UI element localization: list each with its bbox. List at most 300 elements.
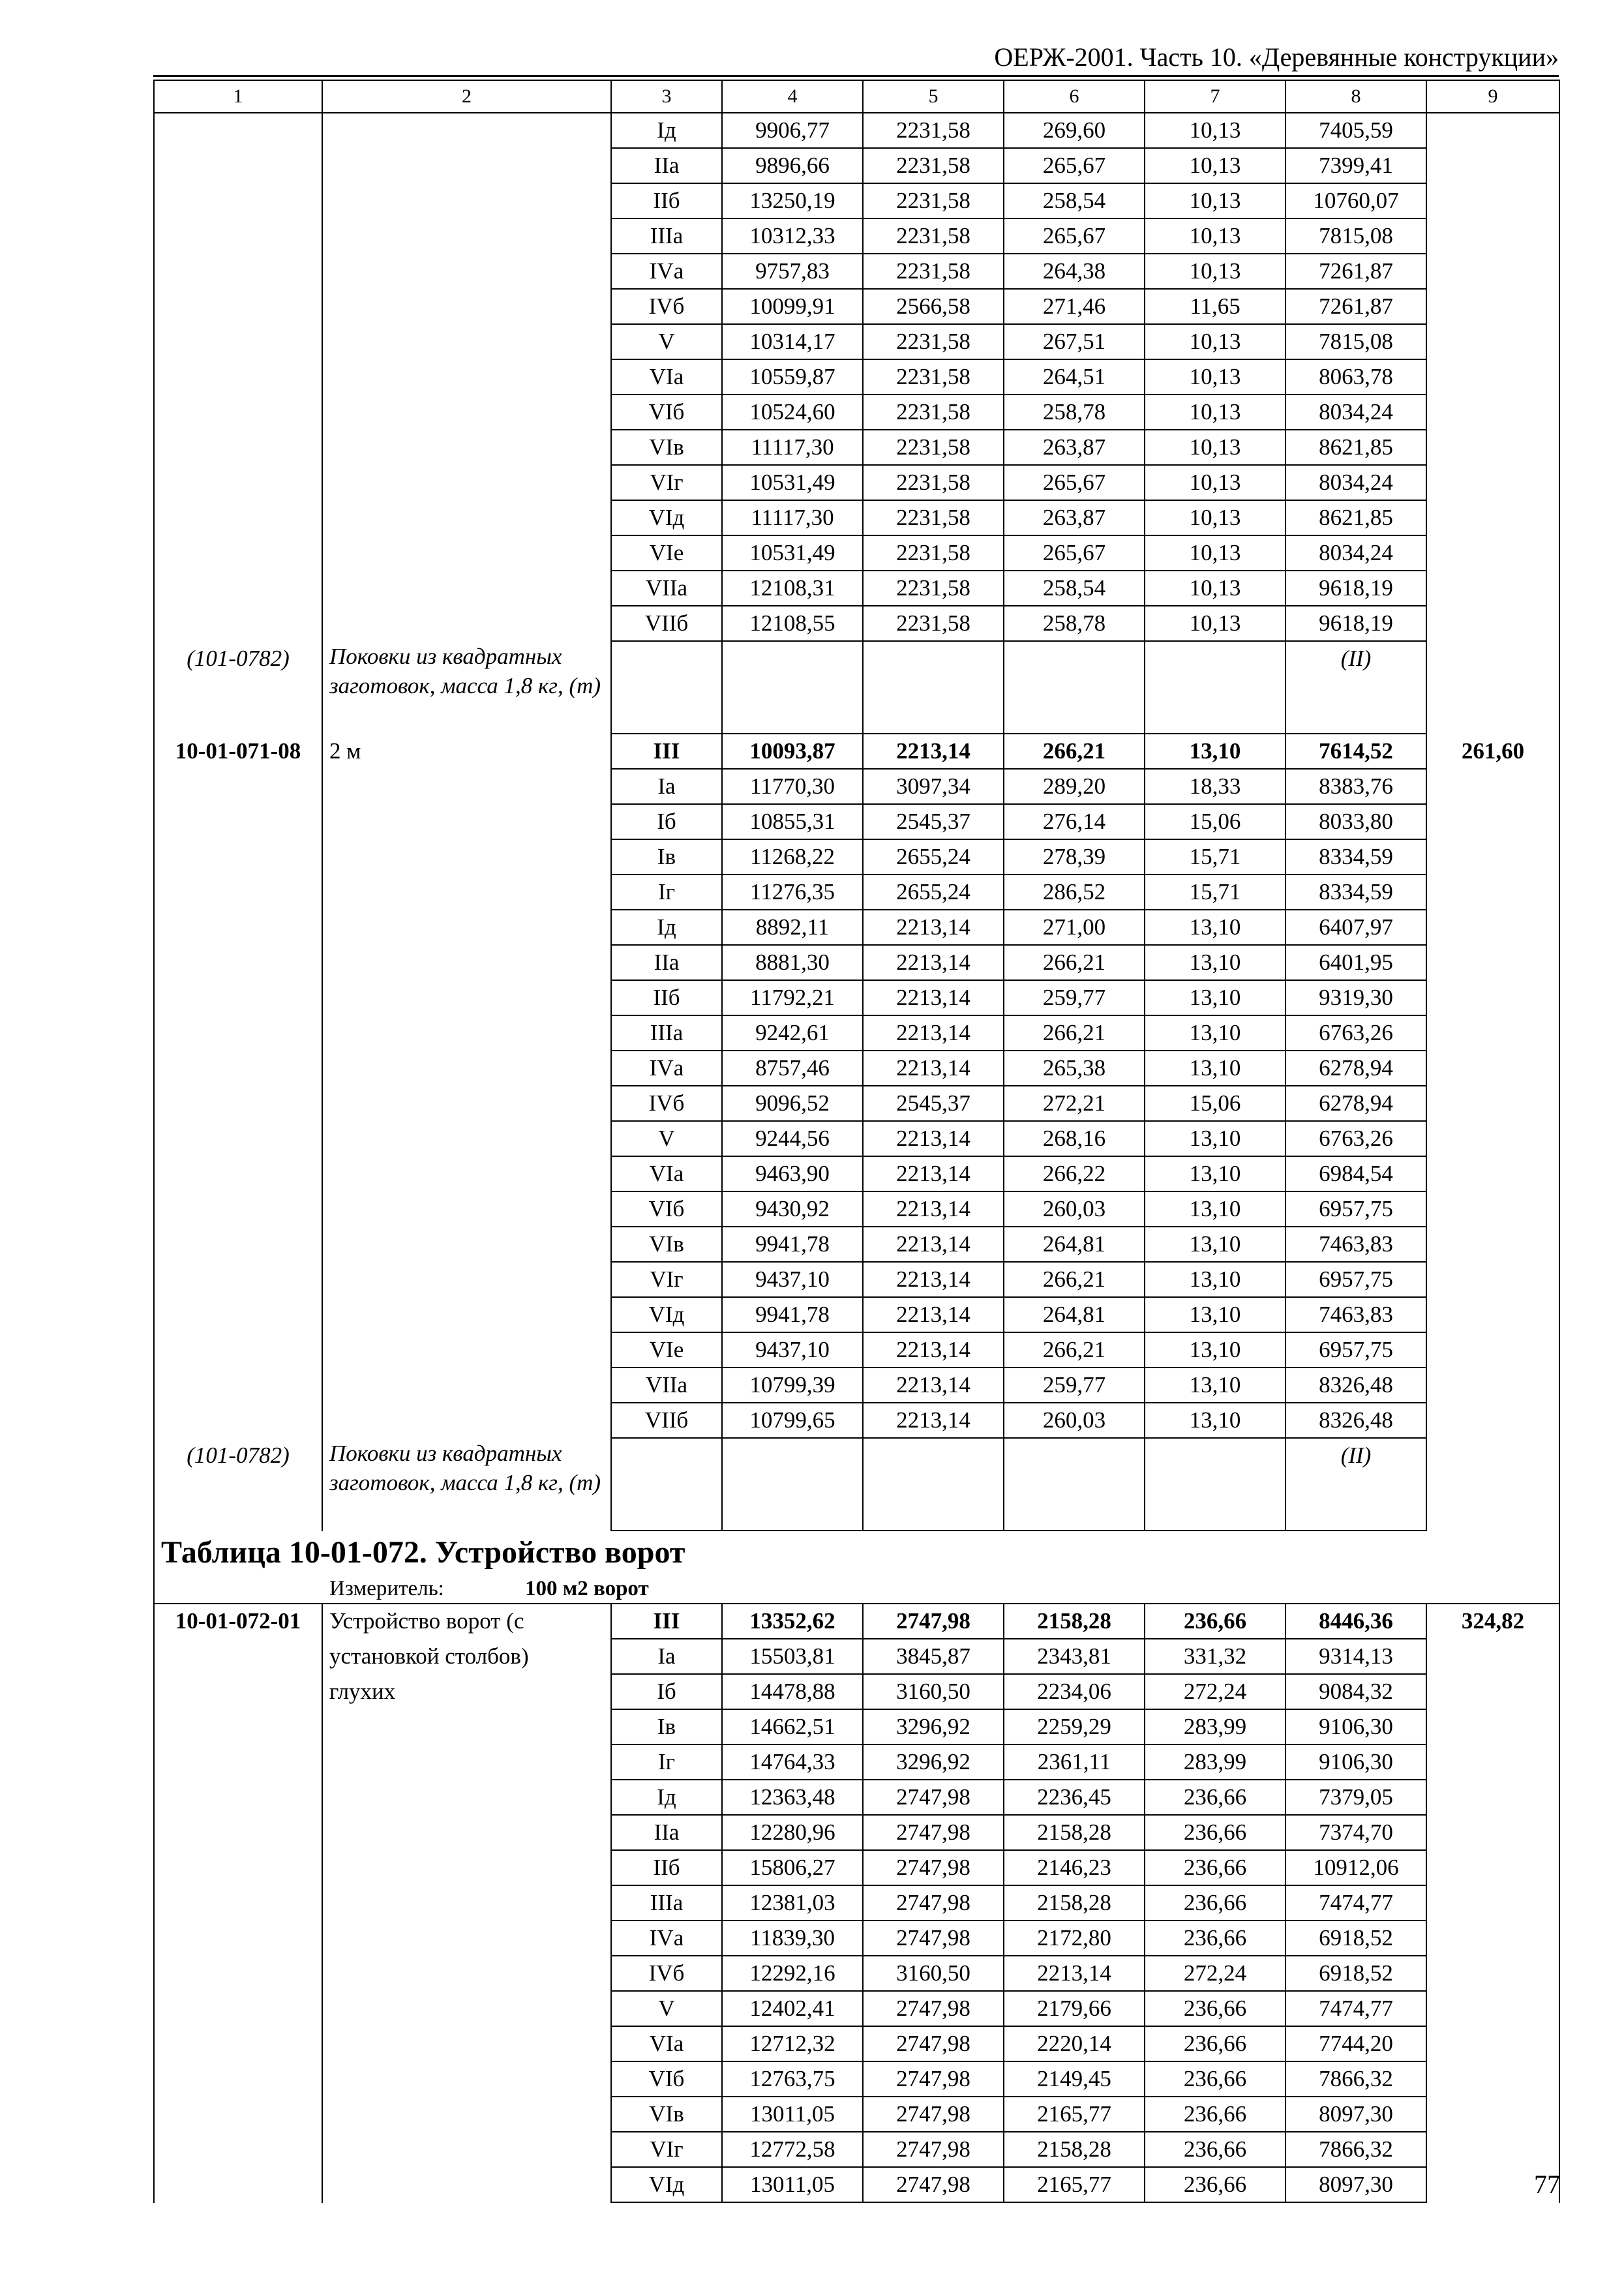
- labor-cost-cell: [1426, 875, 1559, 910]
- labor-cost-cell: [1426, 324, 1559, 359]
- machines-cell: 267,51: [1004, 324, 1145, 359]
- table-row: [154, 1639, 1559, 1674]
- total-cost-cell: 12381,03: [722, 1885, 863, 1921]
- labor-cost-cell: [1426, 1368, 1559, 1403]
- code-cell: [154, 769, 322, 804]
- wages-cell: 2213,14: [863, 1051, 1004, 1086]
- materials-cell: 6918,52: [1286, 1921, 1426, 1956]
- table-row: [154, 769, 1559, 804]
- materials-cell: 7744,20: [1286, 2026, 1426, 2061]
- wages-cell: 2231,58: [863, 218, 1004, 254]
- zone-cell: IVа: [611, 1921, 722, 1956]
- unit-value: 100 м2 ворот: [525, 1577, 649, 1600]
- code-cell: [154, 1121, 322, 1156]
- code-cell: 10-01-071-08: [154, 734, 322, 769]
- machines-cell: 265,67: [1004, 148, 1145, 183]
- materials-cell: 6278,94: [1286, 1051, 1426, 1086]
- name-cell: [322, 1191, 611, 1227]
- wages-cell: 2213,14: [863, 1015, 1004, 1051]
- wages-cell: 3845,87: [863, 1639, 1004, 1674]
- machines-cell: 2165,77: [1004, 2097, 1145, 2132]
- zone-cell: IIа: [611, 1815, 722, 1850]
- code-cell: [154, 1639, 322, 1674]
- machines-cell: 2220,14: [1004, 2026, 1145, 2061]
- name-cell: [322, 1227, 611, 1262]
- driver-wages-cell: 236,66: [1145, 1604, 1286, 1639]
- table-row: [154, 289, 1559, 324]
- resource-note-row: [154, 641, 1559, 734]
- unit-row: [154, 1574, 1559, 1604]
- total-cost-cell: 9906,77: [722, 113, 863, 148]
- machines-cell: 2158,28: [1004, 2132, 1145, 2167]
- code-cell: [154, 254, 322, 289]
- driver-wages-cell: 13,10: [1145, 1227, 1286, 1262]
- name-cell: [322, 606, 611, 641]
- machines-cell: 2213,14: [1004, 1956, 1145, 1991]
- machines-cell: 259,77: [1004, 980, 1145, 1015]
- zone-cell: VIд: [611, 1297, 722, 1332]
- total-cost-cell: 15503,81: [722, 1639, 863, 1674]
- total-cost-cell: 8892,11: [722, 910, 863, 945]
- code-cell: [154, 2132, 322, 2167]
- table-row: [154, 1262, 1559, 1297]
- table-row: [154, 910, 1559, 945]
- zone-cell: III: [611, 734, 722, 769]
- driver-wages-cell: 13,10: [1145, 1191, 1286, 1227]
- driver-wages-cell: 15,71: [1145, 839, 1286, 875]
- machines-cell: 258,78: [1004, 395, 1145, 430]
- total-cost-cell: 13011,05: [722, 2097, 863, 2132]
- unit-cell: [154, 1574, 1559, 1604]
- machines-cell: 264,81: [1004, 1297, 1145, 1332]
- column-number: 4: [722, 80, 863, 113]
- code-cell: [154, 1227, 322, 1262]
- materials-cell: 7474,77: [1286, 1885, 1426, 1921]
- materials-cell: 8446,36: [1286, 1604, 1426, 1639]
- zone-cell: Iд: [611, 113, 722, 148]
- page-number: 77: [1534, 2170, 1560, 2199]
- wages-cell: 2231,58: [863, 535, 1004, 571]
- code-cell: [154, 289, 322, 324]
- wages-cell: 2231,58: [863, 359, 1004, 395]
- total-cost-cell: 10099,91: [722, 289, 863, 324]
- zone-cell: Iг: [611, 875, 722, 910]
- labor-cost-cell: [1426, 430, 1559, 465]
- driver-wages-cell: 10,13: [1145, 359, 1286, 395]
- code-cell: [154, 910, 322, 945]
- table-row: [154, 2061, 1559, 2097]
- total-cost-cell: 10855,31: [722, 804, 863, 839]
- wages-cell: 2213,14: [863, 1368, 1004, 1403]
- labor-cost-cell: [1426, 148, 1559, 183]
- wages-cell: 2213,14: [863, 1227, 1004, 1262]
- driver-wages-cell: 18,33: [1145, 769, 1286, 804]
- table-row: [154, 2167, 1559, 2202]
- table-row: [154, 734, 1559, 769]
- total-cost-cell: 13011,05: [722, 2167, 863, 2202]
- wages-cell: 2747,98: [863, 2061, 1004, 2097]
- labor-cost-cell: [1426, 359, 1559, 395]
- empty-cell: [611, 641, 722, 734]
- machines-cell: 2361,11: [1004, 1744, 1145, 1780]
- column-number: 3: [611, 80, 722, 113]
- materials-cell: 6957,75: [1286, 1262, 1426, 1297]
- materials-cell: 7474,77: [1286, 1991, 1426, 2026]
- wages-cell: 2231,58: [863, 113, 1004, 148]
- zone-cell: IIа: [611, 148, 722, 183]
- table-row: [154, 1227, 1559, 1262]
- driver-wages-cell: 10,13: [1145, 430, 1286, 465]
- labor-cost-cell: [1426, 1639, 1559, 1674]
- labor-cost-cell: [1426, 1403, 1559, 1438]
- wages-cell: 2655,24: [863, 875, 1004, 910]
- machines-cell: 2179,66: [1004, 1991, 1145, 2026]
- name-cell: [322, 254, 611, 289]
- wages-cell: 2231,58: [863, 571, 1004, 606]
- wages-cell: 3160,50: [863, 1674, 1004, 1709]
- machines-cell: 259,77: [1004, 1368, 1145, 1403]
- labor-cost-cell: [1426, 1156, 1559, 1191]
- driver-wages-cell: 10,13: [1145, 395, 1286, 430]
- column-number: 2: [322, 80, 611, 113]
- total-cost-cell: 10524,60: [722, 395, 863, 430]
- labor-cost-cell: [1426, 1921, 1559, 1956]
- wages-cell: 2213,14: [863, 1262, 1004, 1297]
- name-cell: [322, 2061, 611, 2097]
- code-cell: [154, 606, 322, 641]
- code-cell: [154, 2167, 322, 2202]
- materials-cell: 9618,19: [1286, 571, 1426, 606]
- labor-cost-cell: [1426, 465, 1559, 500]
- name-cell: [322, 1051, 611, 1086]
- total-cost-cell: 9437,10: [722, 1332, 863, 1368]
- code-cell: [154, 1156, 322, 1191]
- labor-cost-cell: [1426, 1297, 1559, 1332]
- table-row: [154, 606, 1559, 641]
- materials-cell: 7866,32: [1286, 2061, 1426, 2097]
- machines-cell: 2236,45: [1004, 1780, 1145, 1815]
- wages-cell: 2747,98: [863, 1921, 1004, 1956]
- name-cell: [322, 1121, 611, 1156]
- name-cell: [322, 1991, 611, 2026]
- driver-wages-cell: 13,10: [1145, 1332, 1286, 1368]
- table-row: [154, 324, 1559, 359]
- table-row: [154, 465, 1559, 500]
- machines-cell: 289,20: [1004, 769, 1145, 804]
- materials-cell: 6763,26: [1286, 1015, 1426, 1051]
- materials-cell: 6918,52: [1286, 1956, 1426, 1991]
- driver-wages-cell: 272,24: [1145, 1956, 1286, 1991]
- resource-name: Поковки из квадратных заготовок, масса 1,8 кг, (т): [322, 1438, 611, 1531]
- wages-cell: 2545,37: [863, 1086, 1004, 1121]
- wages-cell: 3296,92: [863, 1709, 1004, 1744]
- labor-cost-cell: 261,60: [1426, 734, 1559, 769]
- total-cost-cell: 14764,33: [722, 1744, 863, 1780]
- name-cell: [322, 945, 611, 980]
- wages-cell: 2231,58: [863, 395, 1004, 430]
- resource-code: (101-0782): [154, 1438, 322, 1531]
- driver-wages-cell: 236,66: [1145, 1850, 1286, 1885]
- machines-cell: 260,03: [1004, 1191, 1145, 1227]
- driver-wages-cell: 331,32: [1145, 1639, 1286, 1674]
- labor-cost-cell: [1426, 395, 1559, 430]
- driver-wages-cell: 236,66: [1145, 1885, 1286, 1921]
- labor-cost-cell: [1426, 1227, 1559, 1262]
- zone-cell: Iб: [611, 1674, 722, 1709]
- total-cost-cell: 14478,88: [722, 1674, 863, 1709]
- materials-cell: 8326,48: [1286, 1368, 1426, 1403]
- materials-cell: 8034,24: [1286, 465, 1426, 500]
- total-cost-cell: 9941,78: [722, 1227, 863, 1262]
- zone-cell: Iа: [611, 1639, 722, 1674]
- machines-cell: 266,21: [1004, 945, 1145, 980]
- labor-cost-cell: [1426, 1885, 1559, 1921]
- labor-cost-cell: [1426, 1956, 1559, 1991]
- wages-cell: 2231,58: [863, 324, 1004, 359]
- materials-cell: 6763,26: [1286, 1121, 1426, 1156]
- table-row: [154, 2097, 1559, 2132]
- table-row: [154, 1885, 1559, 1921]
- driver-wages-cell: 272,24: [1145, 1674, 1286, 1709]
- name-cell: [322, 113, 611, 148]
- rates-table: [153, 80, 1560, 2203]
- total-cost-cell: 12108,55: [722, 606, 863, 641]
- driver-wages-cell: 15,06: [1145, 804, 1286, 839]
- zone-cell: Iг: [611, 1744, 722, 1780]
- materials-cell: 7815,08: [1286, 218, 1426, 254]
- table-row: [154, 113, 1559, 148]
- table-row: [154, 1674, 1559, 1709]
- machines-cell: 269,60: [1004, 113, 1145, 148]
- wages-cell: 2213,14: [863, 910, 1004, 945]
- name-cell: Устройство ворот (с: [322, 1604, 611, 1639]
- table-row: [154, 1991, 1559, 2026]
- table-row: [154, 1297, 1559, 1332]
- zone-cell: IIб: [611, 183, 722, 218]
- empty-cell: [1145, 641, 1286, 734]
- machines-cell: 278,39: [1004, 839, 1145, 875]
- wages-cell: 2213,14: [863, 980, 1004, 1015]
- driver-wages-cell: 236,66: [1145, 2061, 1286, 2097]
- name-cell: [322, 1921, 611, 1956]
- code-cell: [154, 1885, 322, 1921]
- name-cell: [322, 1744, 611, 1780]
- labor-cost-cell: [1426, 500, 1559, 535]
- table-row: [154, 218, 1559, 254]
- wages-cell: 2566,58: [863, 289, 1004, 324]
- driver-wages-cell: 10,13: [1145, 113, 1286, 148]
- total-cost-cell: 10093,87: [722, 734, 863, 769]
- total-cost-cell: 9463,90: [722, 1156, 863, 1191]
- name-cell: [322, 395, 611, 430]
- table-row: [154, 945, 1559, 980]
- page-header: ОЕРЖ-2001. Часть 10. «Деревянные конструкции»: [994, 42, 1559, 72]
- zone-cell: IIб: [611, 1850, 722, 1885]
- machines-cell: 271,00: [1004, 910, 1145, 945]
- resource-zone: (II): [1286, 1438, 1426, 1531]
- total-cost-cell: 12772,58: [722, 2132, 863, 2167]
- materials-cell: 7379,05: [1286, 1780, 1426, 1815]
- labor-cost-cell: [1426, 1051, 1559, 1086]
- labor-cost-cell: [1426, 1086, 1559, 1121]
- machines-cell: 268,16: [1004, 1121, 1145, 1156]
- name-cell: [322, 2132, 611, 2167]
- materials-cell: 7866,32: [1286, 2132, 1426, 2167]
- table-row: [154, 359, 1559, 395]
- code-cell: [154, 113, 322, 148]
- zone-cell: V: [611, 1121, 722, 1156]
- wages-cell: 2747,98: [863, 2167, 1004, 2202]
- wages-cell: 2231,58: [863, 430, 1004, 465]
- total-cost-cell: 12712,32: [722, 2026, 863, 2061]
- labor-cost-cell: [1426, 571, 1559, 606]
- name-cell: [322, 1709, 611, 1744]
- materials-cell: 6407,97: [1286, 910, 1426, 945]
- total-cost-cell: 9430,92: [722, 1191, 863, 1227]
- driver-wages-cell: 13,10: [1145, 1262, 1286, 1297]
- machines-cell: 258,54: [1004, 571, 1145, 606]
- driver-wages-cell: 283,99: [1145, 1744, 1286, 1780]
- empty-cell: [1004, 1438, 1145, 1531]
- total-cost-cell: 9244,56: [722, 1121, 863, 1156]
- code-cell: [154, 1403, 322, 1438]
- wages-cell: 2231,58: [863, 183, 1004, 218]
- machines-cell: 2165,77: [1004, 2167, 1145, 2202]
- resource-name: Поковки из квадратных заготовок, масса 1,8 кг, (т): [322, 641, 611, 734]
- total-cost-cell: 8881,30: [722, 945, 863, 980]
- total-cost-cell: 14662,51: [722, 1709, 863, 1744]
- labor-cost-cell: [1426, 980, 1559, 1015]
- driver-wages-cell: 283,99: [1145, 1709, 1286, 1744]
- driver-wages-cell: 10,13: [1145, 606, 1286, 641]
- labor-cost-cell: [1426, 769, 1559, 804]
- zone-cell: Iд: [611, 1780, 722, 1815]
- name-cell: [322, 430, 611, 465]
- materials-cell: 6957,75: [1286, 1191, 1426, 1227]
- machines-cell: 263,87: [1004, 430, 1145, 465]
- zone-cell: III: [611, 1604, 722, 1639]
- driver-wages-cell: 13,10: [1145, 734, 1286, 769]
- wages-cell: 2231,58: [863, 148, 1004, 183]
- driver-wages-cell: 13,10: [1145, 1015, 1286, 1051]
- zone-cell: Iв: [611, 839, 722, 875]
- driver-wages-cell: 236,66: [1145, 1780, 1286, 1815]
- code-cell: [154, 2097, 322, 2132]
- table-row: [154, 1368, 1559, 1403]
- zone-cell: IVа: [611, 1051, 722, 1086]
- labor-cost-cell: [1426, 254, 1559, 289]
- name-cell: [322, 1850, 611, 1885]
- code-cell: [154, 1744, 322, 1780]
- table-row: [154, 254, 1559, 289]
- table-row: [154, 1815, 1559, 1850]
- wages-cell: 2213,14: [863, 1121, 1004, 1156]
- total-cost-cell: 11117,30: [722, 500, 863, 535]
- column-number: 8: [1286, 80, 1426, 113]
- wages-cell: 2747,98: [863, 1850, 1004, 1885]
- name-cell: [322, 1368, 611, 1403]
- resource-code: (101-0782): [154, 641, 322, 734]
- zone-cell: Iб: [611, 804, 722, 839]
- table-row: [154, 1780, 1559, 1815]
- name-cell: [322, 910, 611, 945]
- zone-cell: VIIа: [611, 1368, 722, 1403]
- zone-cell: IVб: [611, 289, 722, 324]
- materials-cell: 7405,59: [1286, 113, 1426, 148]
- resource-zone: (II): [1286, 641, 1426, 734]
- total-cost-cell: 9437,10: [722, 1262, 863, 1297]
- code-cell: [154, 1674, 322, 1709]
- machines-cell: 286,52: [1004, 875, 1145, 910]
- code-cell: [154, 218, 322, 254]
- machines-cell: 260,03: [1004, 1403, 1145, 1438]
- zone-cell: VIIб: [611, 1403, 722, 1438]
- materials-cell: 7399,41: [1286, 148, 1426, 183]
- table-row: [154, 1403, 1559, 1438]
- wages-cell: 2213,14: [863, 945, 1004, 980]
- materials-cell: 8097,30: [1286, 2167, 1426, 2202]
- name-cell: 2 м: [322, 734, 611, 769]
- wages-cell: 2213,14: [863, 734, 1004, 769]
- name-cell: [322, 875, 611, 910]
- table-row: [154, 1156, 1559, 1191]
- labor-cost-cell: [1426, 945, 1559, 980]
- materials-cell: 8097,30: [1286, 2097, 1426, 2132]
- unit-label: Измеритель:: [329, 1577, 444, 1600]
- zone-cell: IVб: [611, 1956, 722, 1991]
- wages-cell: 2213,14: [863, 1156, 1004, 1191]
- materials-cell: 8621,85: [1286, 500, 1426, 535]
- zone-cell: VIг: [611, 1262, 722, 1297]
- wages-cell: 2213,14: [863, 1297, 1004, 1332]
- code-cell: [154, 535, 322, 571]
- wages-cell: 2655,24: [863, 839, 1004, 875]
- driver-wages-cell: 236,66: [1145, 2167, 1286, 2202]
- total-cost-cell: 11117,30: [722, 430, 863, 465]
- column-number: 9: [1426, 80, 1559, 113]
- materials-cell: 6278,94: [1286, 1086, 1426, 1121]
- total-cost-cell: 8757,46: [722, 1051, 863, 1086]
- zone-cell: Iа: [611, 769, 722, 804]
- driver-wages-cell: 236,66: [1145, 2026, 1286, 2061]
- table-row: [154, 395, 1559, 430]
- machines-cell: 265,67: [1004, 465, 1145, 500]
- table-row: [154, 1121, 1559, 1156]
- zone-cell: IIIа: [611, 218, 722, 254]
- empty-cell: [863, 1438, 1004, 1531]
- wages-cell: 3160,50: [863, 1956, 1004, 1991]
- code-cell: [154, 571, 322, 606]
- table-row: [154, 804, 1559, 839]
- machines-cell: 2149,45: [1004, 2061, 1145, 2097]
- zone-cell: IIб: [611, 980, 722, 1015]
- empty-cell: [722, 641, 863, 734]
- total-cost-cell: 12402,41: [722, 1991, 863, 2026]
- materials-cell: 8334,59: [1286, 875, 1426, 910]
- empty-cell: [1145, 1438, 1286, 1531]
- code-cell: [154, 1332, 322, 1368]
- total-cost-cell: 11770,30: [722, 769, 863, 804]
- name-cell: [322, 980, 611, 1015]
- total-cost-cell: 15806,27: [722, 1850, 863, 1885]
- code-cell: [154, 1780, 322, 1815]
- table-row: [154, 1744, 1559, 1780]
- driver-wages-cell: 10,13: [1145, 218, 1286, 254]
- total-cost-cell: 9096,52: [722, 1086, 863, 1121]
- driver-wages-cell: 10,13: [1145, 571, 1286, 606]
- code-cell: [154, 148, 322, 183]
- code-cell: [154, 183, 322, 218]
